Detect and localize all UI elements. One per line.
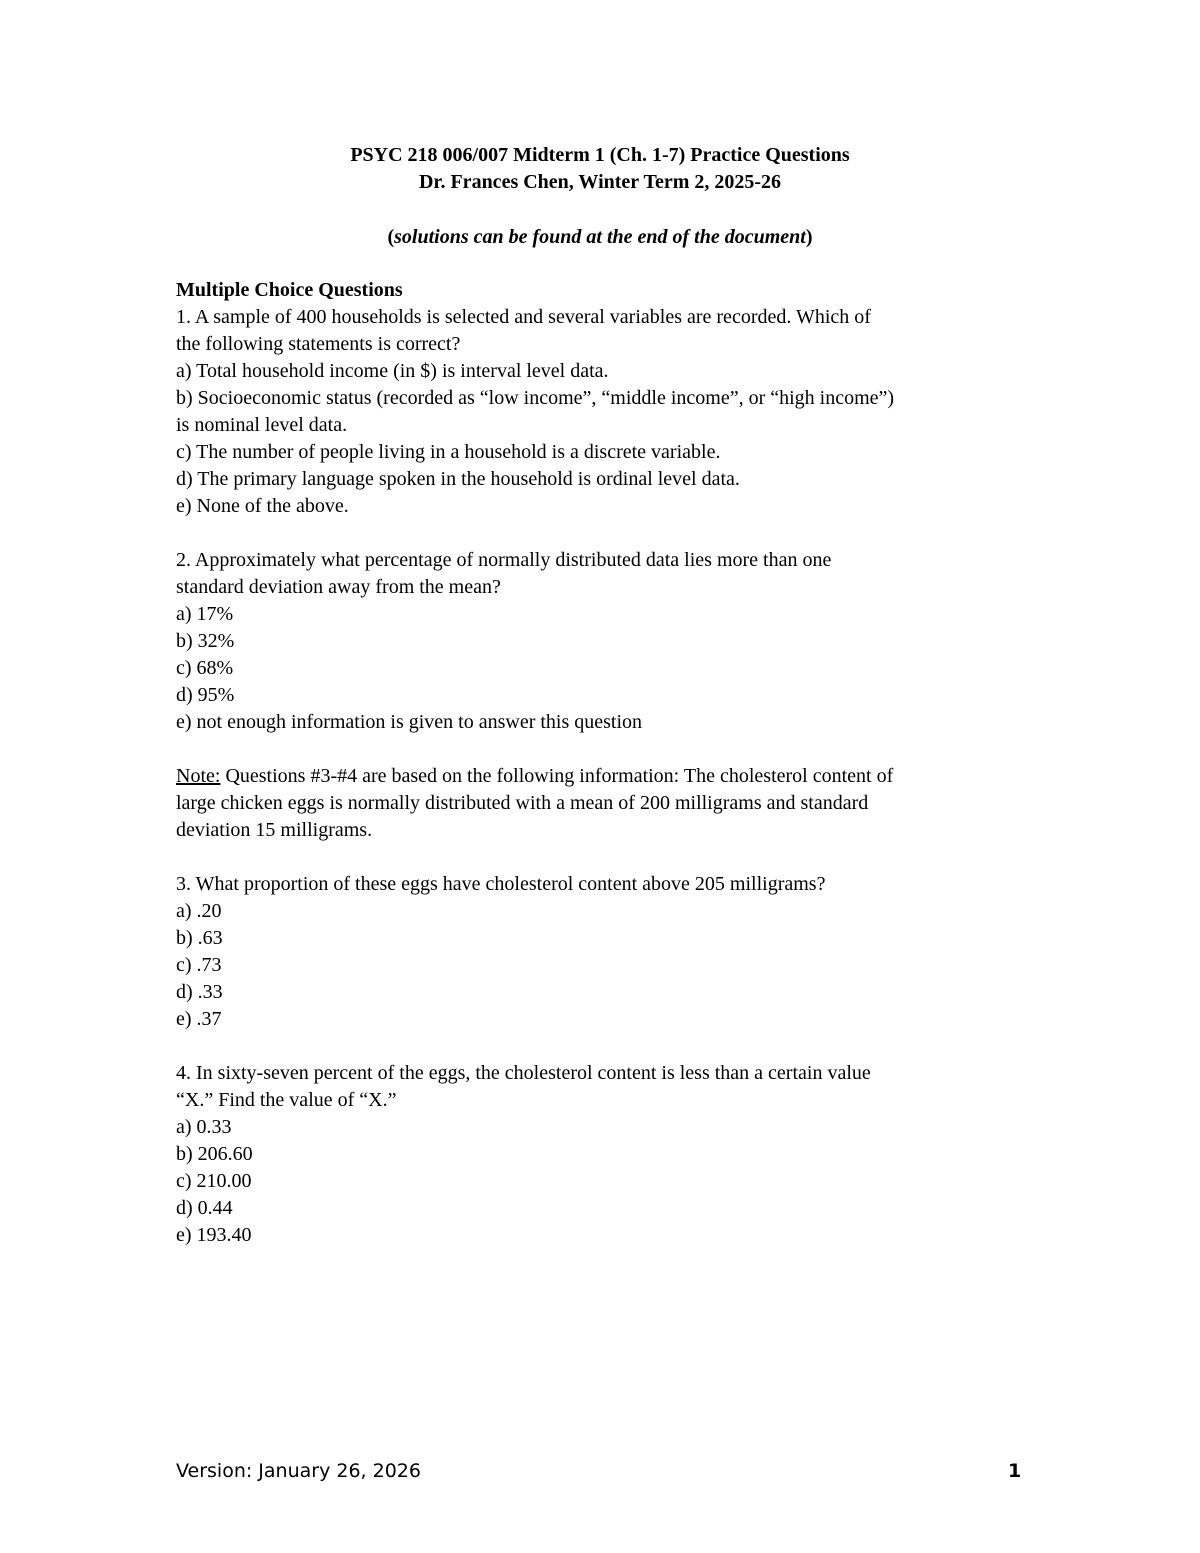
section-heading: Multiple Choice Questions xyxy=(176,279,403,301)
note-line3: deviation 15 milligrams. xyxy=(176,819,373,841)
q4-stem-line2: “X.” Find the value of “X.” xyxy=(176,1089,397,1111)
q2-option-e: e) not enough information is given to answer this question xyxy=(176,711,643,733)
note-line1 xyxy=(176,763,1046,790)
q1-option-e: e) None of the above. xyxy=(176,495,349,517)
q4-option-b: b) 206.60 xyxy=(176,1143,253,1165)
q3-option-d: d) .33 xyxy=(176,981,223,1003)
q3-option-b: b) .63 xyxy=(176,927,223,949)
document-subtitle: Dr. Frances Chen, Winter Term 2, 2025-26 xyxy=(418,171,782,193)
solutions-note xyxy=(0,224,1200,251)
q1-stem-line1: 1. A sample of 400 households is selected and several variables are recorded. Which of xyxy=(176,306,871,328)
solutions-note-text: solutions can be found at the end of the document xyxy=(394,226,806,248)
page-number: 1 xyxy=(1008,1460,1022,1482)
note-line1-text: Questions #3-#4 are based on the following information: The cholesterol content of xyxy=(220,765,894,787)
q3-option-e: e) .37 xyxy=(176,1008,222,1030)
q4-option-d: d) 0.44 xyxy=(176,1197,233,1219)
q4-option-e: e) 193.40 xyxy=(176,1224,252,1246)
q2-option-c: c) 68% xyxy=(176,657,234,679)
paren-close: ) xyxy=(805,226,813,248)
q2-stem-line2: standard deviation away from the mean? xyxy=(176,576,501,598)
q2-option-d: d) 95% xyxy=(176,684,235,706)
q1-stem-line2: the following statements is correct? xyxy=(176,333,461,355)
paren-open: ( xyxy=(387,226,395,248)
q2-stem-line1: 2. Approximately what percentage of normally distributed data lies more than one xyxy=(176,549,832,571)
note-line2: large chicken eggs is normally distributed with a mean of 200 milligrams and standard xyxy=(176,792,869,814)
q2-option-a: a) 17% xyxy=(176,603,234,625)
q4-option-a: a) 0.33 xyxy=(176,1116,232,1138)
q4-stem-line1: 4. In sixty-seven percent of the eggs, the cholesterol content is less than a certain value xyxy=(176,1062,871,1084)
q1-option-b-line1: b) Socioeconomic status (recorded as “low income”, “middle income”, or “high income”) xyxy=(176,387,895,409)
q1-option-b-line2: is nominal level data. xyxy=(176,414,348,436)
q3-stem: 3. What proportion of these eggs have cholesterol content above 205 milligrams? xyxy=(176,873,826,895)
q3-option-a: a) .20 xyxy=(176,900,222,922)
q2-option-b: b) 32% xyxy=(176,630,235,652)
note-label: Note: xyxy=(176,765,221,787)
q4-option-c: c) 210.00 xyxy=(176,1170,252,1192)
q1-option-a: a) Total household income (in $) is interval level data. xyxy=(176,360,609,382)
document-title: PSYC 218 006/007 Midterm 1 (Ch. 1-7) Practice Questions xyxy=(350,144,850,166)
document-body xyxy=(176,277,1046,1249)
footer-version: Version: January 26, 2026 xyxy=(176,1460,421,1482)
q1-option-c: c) The number of people living in a household is a discrete variable. xyxy=(176,441,721,463)
q1-option-d: d) The primary language spoken in the household is ordinal level data. xyxy=(176,468,740,490)
q3-option-c: c) .73 xyxy=(176,954,222,976)
